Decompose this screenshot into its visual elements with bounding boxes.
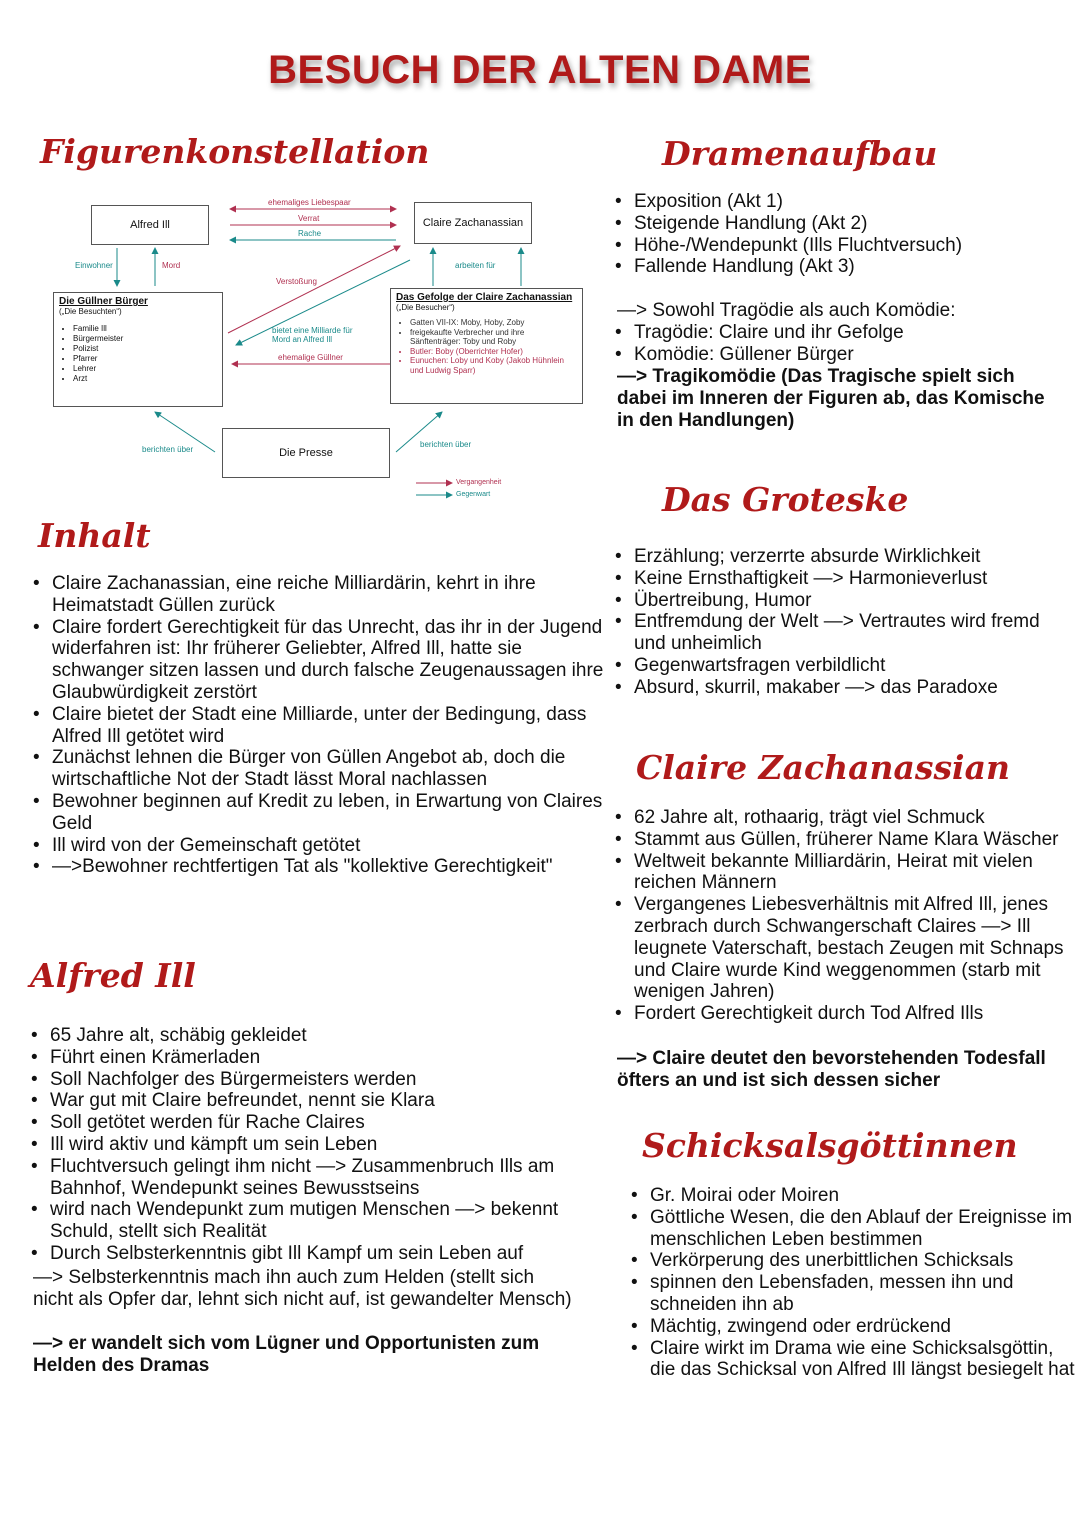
list-item: • Tragödie: Claire und ihr Gefolge bbox=[634, 322, 1074, 344]
claire-heading: Claire Zachanassian bbox=[636, 748, 1010, 787]
gefolge-box bbox=[390, 288, 583, 404]
label-ehemalige-guellner: ehemalige Güllner bbox=[278, 353, 343, 362]
gefolge-list bbox=[396, 318, 577, 375]
label-berichten-2: berichten über bbox=[420, 440, 472, 449]
inhalt-list bbox=[32, 573, 612, 878]
list-item: • Fordert Gerechtigkeit durch Tod Alfred Ills bbox=[634, 1003, 1079, 1025]
list-item: • wird nach Wendepunkt zum mutigen Menschen —> bekennt Schuld, stellt sich Realität bbox=[50, 1199, 615, 1243]
list-item: • Absurd, skurril, makaber —> das Paradoxe bbox=[634, 677, 1074, 699]
claire-box: Claire Zachanassian bbox=[414, 202, 532, 244]
label-rache: Rache bbox=[298, 229, 322, 238]
list-item: • Lehrer bbox=[73, 364, 217, 374]
list-item: • Göttliche Wesen, die den Ablauf der Ereignisse im menschlichen Leben bestimmen bbox=[650, 1207, 1075, 1251]
list-item: • Claire wirkt im Drama wie eine Schicksalsgöttin, die das Schicksal von Alfred Ill längst besiegelt hat bbox=[650, 1338, 1075, 1382]
list-item: • Claire bietet der Stadt eine Milliarde, unter der Bedingung, dass Alfred Ill getötet wird bbox=[52, 704, 612, 748]
list-item: • Bewohner beginnen auf Kredit zu leben, in Erwartung von Claires Geld bbox=[52, 791, 612, 835]
dramen-note: —> Sowohl Tragödie als auch Komödie: bbox=[617, 300, 956, 321]
alfred-note: —> Selbsterkenntnis mach ihn auch zum Helden (stellt sich nicht als Opfer dar, lehnt sich nicht auf, ist gewandelter Mensch) bbox=[33, 1267, 572, 1310]
list-item: • Übertreibung, Humor bbox=[634, 590, 1074, 612]
inhalt-heading: Inhalt bbox=[38, 516, 151, 555]
dramenaufbau-list bbox=[614, 191, 1074, 278]
claire-conclusion: —> Claire deutet den bevorstehenden Todesfall öfters an und ist sich dessen sicher bbox=[617, 1048, 1046, 1091]
list-item: • Exposition (Akt 1) bbox=[634, 191, 1074, 213]
list-item: • Zunächst lehnen die Bürger von Güllen Angebot ab, doch die wirtschaftliche Not der Stadt lässt Moral nachlassen bbox=[52, 747, 612, 791]
gefolge-subtitle: („Die Besucher“) bbox=[396, 303, 455, 312]
legend-present-label: Gegenwart bbox=[456, 491, 491, 498]
page-title: BESUCH DER ALTEN DAME bbox=[268, 48, 812, 92]
list-item: • 65 Jahre alt, schäbig gekleidet bbox=[50, 1025, 615, 1047]
schicksal-heading: Schicksalsgöttinnen bbox=[642, 1126, 1018, 1165]
list-item: • Durch Selbsterkenntnis gibt Ill Kampf um sein Leben auf bbox=[50, 1243, 615, 1265]
schicksal-list bbox=[630, 1185, 1075, 1381]
buerger-box bbox=[53, 292, 223, 407]
list-item: • —>Bewohner rechtfertigen Tat als "kollektive Gerechtigkeit" bbox=[52, 856, 612, 878]
dramen-conclusion: —> Tragikomödie (Das Tragische spielt sich dabei im Inneren der Figuren ab, das Komische in den Handlungen) bbox=[617, 366, 1045, 431]
list-item: • Erzählung; verzerrte absurde Wirklichkeit bbox=[634, 546, 1074, 568]
label-verstossung: Verstoßung bbox=[276, 277, 317, 286]
list-item: • Gr. Moirai oder Moiren bbox=[650, 1185, 1075, 1207]
label-bietet: bietet eine Milliarde für Mord an Alfred Ill bbox=[272, 326, 353, 344]
arrow-verstossung bbox=[228, 246, 400, 333]
list-item: • Pfarrer bbox=[73, 354, 217, 364]
claire-list bbox=[614, 807, 1079, 1025]
list-item: • Komödie: Güllener Bürger bbox=[634, 344, 1074, 366]
buerger-title: Die Güllner Bürger bbox=[59, 296, 148, 307]
dramen-list-2 bbox=[614, 322, 1074, 366]
list-item: • freigekaufte Verbrecher und ihre Sänftenträger: Toby und Roby bbox=[410, 328, 577, 347]
list-item: • Gegenwartsfragen verbildlicht bbox=[634, 655, 1074, 677]
presse-box: Die Presse bbox=[222, 428, 390, 478]
list-item: • Butler: Boby (Oberrichter Hofer) bbox=[410, 347, 577, 357]
label-liebespaar: ehemaliges Liebespaar bbox=[268, 198, 351, 207]
label-arbeiten-fuer: arbeiten für bbox=[455, 261, 496, 270]
list-item: • Claire fordert Gerechtigkeit für das Unrecht, das ihr in der Jugend widerfahren ist: Ihr früherer Geliebter, Alfred Ill, hatte sie schwanger sitzen lassen und durch falsche Zeugenaussagen ihre Glaubwürdigkeit zerstört bbox=[52, 617, 612, 704]
list-item: • Soll Nachfolger des Bürgermeisters werden bbox=[50, 1069, 615, 1091]
buerger-list bbox=[59, 324, 217, 384]
groteske-heading: Das Groteske bbox=[662, 480, 909, 519]
list-item: • Arzt bbox=[73, 374, 217, 384]
list-item: • Ill wird aktiv und kämpft um sein Leben bbox=[50, 1134, 615, 1156]
list-item: • Verkörperung des unerbittlichen Schicksals bbox=[650, 1250, 1075, 1272]
list-item: • Steigende Handlung (Akt 2) bbox=[634, 213, 1074, 235]
list-item: • Fluchtversuch gelingt ihm nicht —> Zusammenbruch Ills am Bahnhof, Wendepunkt seines Bewusstseins bbox=[50, 1156, 615, 1200]
list-item: • Polizist bbox=[73, 344, 217, 354]
list-item: • War gut mit Claire befreundet, nennt sie Klara bbox=[50, 1090, 615, 1112]
list-item: • Familie Ill bbox=[73, 324, 217, 334]
list-item: • Keine Ernsthaftigkeit —> Harmonieverlust bbox=[634, 568, 1074, 590]
dramenaufbau-heading: Dramenaufbau bbox=[662, 134, 938, 173]
list-item: • Mächtig, zwingend oder erdrückend bbox=[650, 1316, 1075, 1338]
list-item: • spinnen den Lebensfaden, messen ihn und schneiden ihn ab bbox=[650, 1272, 1075, 1316]
list-item: • Soll getötet werden für Rache Claires bbox=[50, 1112, 615, 1134]
list-item: • Vergangenes Liebesverhältnis mit Alfred Ill, jenes zerbrach durch Schwangerschaft Claires —> Ill leugnete Vaterschaft, bestach Zeugen mit Schnaps und Claire wurde Kind weggenommen (starb mit wenigen Jahren) bbox=[634, 894, 1079, 1003]
alfred-conclusion: —> er wandelt sich vom Lügner und Opportunisten zum Helden des Dramas bbox=[33, 1333, 540, 1376]
list-item: • Gatten VII-IX: Moby, Hoby, Zoby bbox=[410, 318, 577, 328]
groteske-list bbox=[614, 546, 1074, 699]
list-item: • Fallende Handlung (Akt 3) bbox=[634, 256, 1074, 278]
list-item: • Entfremdung der Welt —> Vertrautes wird fremd und unheimlich bbox=[634, 611, 1074, 655]
list-item: • Stammt aus Güllen, früherer Name Klara Wäscher bbox=[634, 829, 1079, 851]
alfred-list bbox=[30, 1025, 615, 1265]
legend-past-label: Vergangenheit bbox=[456, 479, 502, 486]
list-item: • Bürgermeister bbox=[73, 334, 217, 344]
list-item: • Weltweit bekannte Milliardärin, Heirat mit vielen reichen Männern bbox=[634, 851, 1079, 895]
label-verrat: Verrat bbox=[298, 214, 320, 223]
buerger-subtitle: („Die Besuchten“) bbox=[59, 307, 122, 316]
alfred-ill-box: Alfred Ill bbox=[91, 205, 209, 245]
list-item: • Führt einen Krämerladen bbox=[50, 1047, 615, 1069]
label-berichten-1: berichten über bbox=[142, 445, 194, 454]
label-mord: Mord bbox=[162, 261, 181, 270]
figurenkonstellation-heading: Figurenkonstellation bbox=[40, 132, 430, 171]
alfred-heading: Alfred Ill bbox=[30, 956, 196, 995]
gefolge-title: Das Gefolge der Claire Zachanassian bbox=[396, 292, 573, 303]
list-item: • Claire Zachanassian, eine reiche Milliardärin, kehrt in ihre Heimatstadt Güllen zurück bbox=[52, 573, 612, 617]
list-item: • Ill wird von der Gemeinschaft getötet bbox=[52, 835, 612, 857]
list-item: • Höhe-/Wendepunkt (Ills Fluchtversuch) bbox=[634, 235, 1074, 257]
list-item: • 62 Jahre alt, rothaarig, trägt viel Schmuck bbox=[634, 807, 1079, 829]
label-einwohner: Einwohner bbox=[75, 261, 113, 270]
list-item: • Eunuchen: Loby und Koby (Jakob Hühnlein und Ludwig Sparr) bbox=[410, 356, 577, 375]
